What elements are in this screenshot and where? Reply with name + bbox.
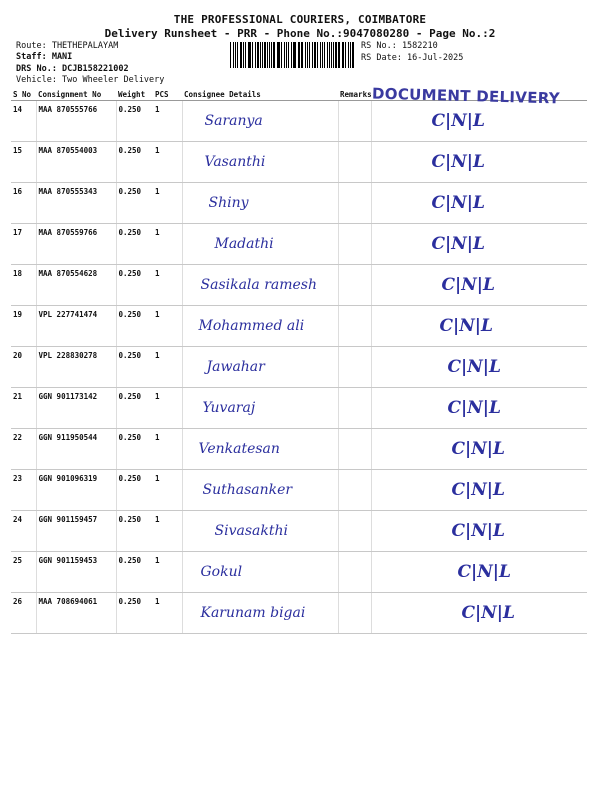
delivery-mark: C|N|L [439,316,493,336]
weight-cell: 0.250 [116,306,153,347]
column-header-weight: Weight [116,89,153,101]
column-header-consignment: Consignment No [36,89,116,101]
table-row [11,552,587,593]
remarks-cell [338,306,371,347]
consignment-number-cell: MAA 870554628 [36,265,116,306]
weight-cell: 0.250 [116,511,153,552]
pcs-cell: 1 [153,183,182,224]
consignee-details-cell [182,511,338,552]
consignee-details-cell [182,224,338,265]
pcs-cell: 1 [153,306,182,347]
delivery-mark: C|N|L [451,439,505,459]
signature-cell [371,224,587,265]
rs-date: RS Date: 16-Jul-2025 [361,53,464,63]
consignment-number-cell: VPL 228830278 [36,347,116,388]
rs-number: RS No.: 1582210 [361,41,438,51]
table-row [11,470,587,511]
weight-cell: 0.250 [116,265,153,306]
delivery-mark: C|N|L [431,152,485,172]
consignee-handwritten-name: Mohammed ali [198,318,305,334]
table-row [11,347,587,388]
weight-cell: 0.250 [116,593,153,634]
sno-cell: 25 [11,552,36,593]
remarks-cell [338,142,371,183]
table-row [11,306,587,347]
sno-cell: 20 [11,347,36,388]
consignee-details-cell [182,470,338,511]
signature-cell [371,306,587,347]
consignment-number-cell: GGN 901173142 [36,388,116,429]
consignee-details-cell [182,142,338,183]
delivery-mark: C|N|L [441,275,495,295]
delivery-mark: C|N|L [431,234,485,254]
sno-cell: 19 [11,306,36,347]
weight-cell: 0.250 [116,470,153,511]
weight-cell: 0.250 [116,224,153,265]
table-row [11,593,587,634]
consignee-handwritten-name: Suthasanker [202,482,293,498]
pcs-cell: 1 [153,593,182,634]
vehicle-label: Vehicle: Two Wheeler Delivery [16,75,165,85]
table-row [11,224,587,265]
sno-cell: 18 [11,265,36,306]
sno-cell: 21 [11,388,36,429]
consignee-handwritten-name: Sivasakthi [214,523,288,539]
consignment-number-cell: MAA 870559766 [36,224,116,265]
column-header-pcs: PCS [153,89,182,101]
column-header-consignee: Consignee Details [182,89,338,101]
pcs-cell: 1 [153,142,182,183]
delivery-mark: C|N|L [457,562,511,582]
consignee-details-cell [182,552,338,593]
remarks-cell [338,347,371,388]
consignee-handwritten-name: Venkatesan [198,441,280,457]
signature-cell [371,142,587,183]
staff-label: Staff: MANI [16,52,73,62]
consignee-details-cell [182,306,338,347]
delivery-mark: C|N|L [451,480,505,500]
sno-cell: 23 [11,470,36,511]
runsheet-table [11,89,587,634]
remarks-cell [338,265,371,306]
consignment-number-cell: MAA 870554003 [36,142,116,183]
table-row [11,101,587,142]
signature-cell [371,388,587,429]
pcs-cell: 1 [153,101,182,142]
column-header-remarks: Remarks [340,90,372,99]
remarks-cell [338,101,371,142]
consignment-number-cell: GGN 901159453 [36,552,116,593]
delivery-mark: C|N|L [451,521,505,541]
delivery-mark: C|N|L [447,398,501,418]
remarks-cell [338,552,371,593]
consignment-number-cell: GGN 901096319 [36,470,116,511]
table-row [11,265,587,306]
consignment-number-cell: MAA 708694061 [36,593,116,634]
weight-cell: 0.250 [116,429,153,470]
consignee-handwritten-name: Karunam bigai [200,605,306,621]
sno-cell: 22 [11,429,36,470]
consignee-details-cell [182,388,338,429]
remarks-cell [338,470,371,511]
sno-cell: 26 [11,593,36,634]
consignee-handwritten-name: Saranya [204,113,263,129]
signature-cell [371,552,587,593]
pcs-cell: 1 [153,470,182,511]
sno-cell: 14 [11,101,36,142]
route-label: Route: THETHEPALAYAM [16,41,119,51]
consignment-number-cell: GGN 911950544 [36,429,116,470]
signature-cell [371,347,587,388]
weight-cell: 0.250 [116,142,153,183]
consignee-details-cell [182,429,338,470]
pcs-cell: 1 [153,552,182,593]
document-delivery-stamp: DOCUMENT DELIVERY [371,84,561,108]
pcs-cell: 1 [153,347,182,388]
remarks-cell [338,224,371,265]
weight-cell: 0.250 [116,183,153,224]
delivery-mark: C|N|L [431,111,485,131]
consignment-number-cell: MAA 870555343 [36,183,116,224]
remarks-cell [338,388,371,429]
delivery-mark: C|N|L [431,193,485,213]
barcode-image [230,42,356,68]
consignee-details-cell [182,265,338,306]
sno-cell: 24 [11,511,36,552]
table-row [11,388,587,429]
table-row [11,142,587,183]
remarks-cell [338,183,371,224]
signature-cell [371,593,587,634]
consignee-handwritten-name: Madathi [214,236,274,252]
delivery-mark: C|N|L [447,357,501,377]
remarks-cell [338,593,371,634]
signature-cell [371,470,587,511]
column-header-sno: S No [11,89,36,101]
pcs-cell: 1 [153,511,182,552]
table-row [11,429,587,470]
consignment-number-cell: GGN 901159457 [36,511,116,552]
consignment-number-cell: VPL 227741474 [36,306,116,347]
signature-cell [371,429,587,470]
consignee-details-cell [182,183,338,224]
sno-cell: 17 [11,224,36,265]
weight-cell: 0.250 [116,388,153,429]
consignee-handwritten-name: Vasanthi [204,154,266,170]
pcs-cell: 1 [153,224,182,265]
table-row [11,183,587,224]
consignee-handwritten-name: Yuvaraj [202,400,256,416]
consignee-details-cell [182,593,338,634]
pcs-cell: 1 [153,388,182,429]
consignee-handwritten-name: Shiny [208,195,249,211]
table-row [11,511,587,552]
weight-cell: 0.250 [116,552,153,593]
drs-number: DRS No.: DCJB158221002 [16,64,129,74]
consignee-handwritten-name: Sasikala ramesh [200,277,318,293]
signature-cell [371,183,587,224]
consignee-details-cell [182,347,338,388]
remarks-cell [338,511,371,552]
runsheet-title: THE PROFESSIONAL COURIERS, COIMBATORE [173,13,427,26]
signature-cell [371,265,587,306]
consignment-number-cell: MAA 870555766 [36,101,116,142]
consignee-handwritten-name: Jawahar [206,359,265,375]
weight-cell: 0.250 [116,101,153,142]
consignee-details-cell [182,101,338,142]
sno-cell: 16 [11,183,36,224]
remarks-cell [338,429,371,470]
pcs-cell: 1 [153,265,182,306]
consignee-handwritten-name: Gokul [200,564,243,580]
sno-cell: 15 [11,142,36,183]
weight-cell: 0.250 [116,347,153,388]
delivery-mark: C|N|L [461,603,515,623]
pcs-cell: 1 [153,429,182,470]
runsheet-subtitle: Delivery Runsheet - PRR - Phone No.:9047080280 - Page No.:2 [104,27,496,40]
signature-cell [371,511,587,552]
